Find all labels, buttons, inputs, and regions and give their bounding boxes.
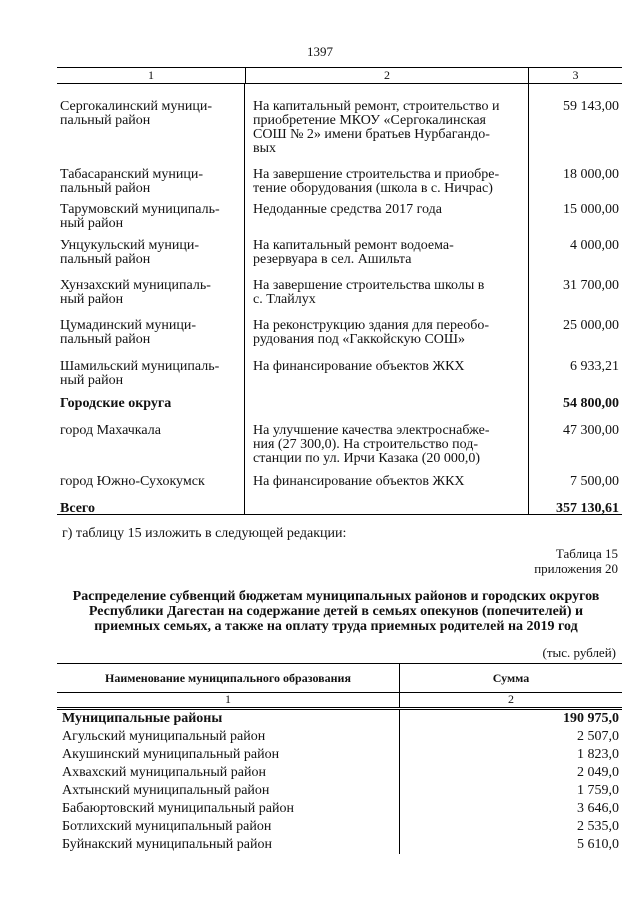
amount-value: 18 000,00 [563, 167, 619, 182]
municipality-name: Акушинский муниципальный район [62, 747, 280, 762]
table-row [57, 710, 622, 728]
municipality-name: Шамильский муниципаль- ный район [60, 359, 220, 388]
municipality-name: Агульский муниципальный район [62, 729, 266, 744]
municipality-name: город Южно-Сухокумск [60, 474, 205, 489]
column-number: 2 [245, 68, 529, 83]
column-number-row [57, 693, 622, 710]
table-caption-line: приложения 20 [534, 561, 618, 576]
amount-value: 357 130,61 [556, 501, 619, 516]
table-row [57, 475, 622, 489]
table-body [57, 710, 622, 854]
sum-value: 5 610,0 [577, 837, 619, 852]
units-label: (тыс. рублей) [542, 645, 616, 660]
amount-value: 25 000,00 [563, 318, 619, 333]
page-number: 1397 [307, 44, 333, 59]
amount-value: 47 300,00 [563, 423, 619, 438]
sum-value: 1 823,0 [577, 747, 619, 762]
table-row [57, 397, 622, 411]
table-row [57, 279, 622, 307]
purpose-text: На финансирование объектов ЖКХ [253, 359, 465, 374]
table-row [57, 502, 622, 516]
municipality-name: Тарумовский муниципаль- ный район [60, 202, 220, 231]
purpose-text: На капитальный ремонт водоема- резервуара в сел. Ашильта [253, 238, 454, 267]
column-number-row [57, 67, 622, 84]
subsidies-table-continued [57, 67, 622, 515]
table-row [57, 800, 622, 818]
table-row [57, 424, 622, 466]
column-number: 3 [572, 68, 579, 82]
table-row [57, 836, 622, 854]
header-sum: Сумма [492, 671, 530, 685]
header-name: Наименование муниципального образования [57, 664, 400, 692]
municipality-name: Всего [60, 501, 95, 516]
municipality-name: Табасаранский муници- пальный район [60, 167, 204, 196]
municipality-name: Цумадинский муници- пальный район [60, 318, 197, 347]
table-row [57, 239, 622, 267]
table-row [57, 100, 622, 156]
purpose-text: На финансирование объектов ЖКХ [253, 474, 465, 489]
table-caption-line: Таблица 15 [555, 546, 618, 561]
table-title: Распределение субвенций бюджетам муниципальных районов и городских округов Республики Дагестан на содержание детей в семьях опекунов (попечителей) и приемных семьях, а также на оплату труда приемных родителей на 2019 год [72, 589, 600, 634]
amount-value: 15 000,00 [563, 202, 619, 217]
purpose-text: На завершение строительства и приобре- тение оборудования (школа в с. Ничрас) [253, 167, 500, 196]
table-row [57, 746, 622, 764]
amount-value: 31 700,00 [563, 278, 619, 293]
table-row [57, 782, 622, 800]
amount-value: 6 933,21 [570, 359, 619, 374]
purpose-text: На завершение строительства школы в с. Тлайлух [253, 278, 485, 307]
municipality-name: Муниципальные районы [62, 711, 223, 726]
sum-value: 2 049,0 [577, 765, 619, 780]
amount-value: 7 500,00 [570, 474, 619, 489]
table-row [57, 168, 622, 196]
municipality-name: Бабаюртовский муниципальный район [62, 801, 294, 816]
purpose-text [245, 502, 529, 516]
municipality-name: Хунзахский муниципаль- ный район [60, 278, 211, 307]
municipality-name: Унцукульский муници- пальный район [60, 238, 200, 267]
sum-value: 1 759,0 [577, 783, 619, 798]
table-row [57, 818, 622, 836]
municipality-name: Ботлихский муниципальный район [62, 819, 272, 834]
table-row [57, 728, 622, 746]
amount-value: 4 000,00 [570, 238, 619, 253]
purpose-text: На реконструкцию здания для переобо- рудования под «Гаккойскую СОШ» [253, 318, 489, 347]
column-number: 1 [148, 68, 154, 82]
table-caption [534, 546, 618, 576]
sum-value: 2 535,0 [577, 819, 619, 834]
sum-value: 2 507,0 [577, 729, 619, 744]
column-number: 2 [508, 692, 514, 706]
municipality-name: город Махачкала [60, 423, 161, 438]
purpose-text: На улучшение качества электроснабже- ния (27 300,0). На строительство под- станции по ул. Ирчи Казака (20 000,0) [253, 423, 490, 466]
purpose-text: Недоданные средства 2017 года [253, 202, 442, 217]
column-number: 1 [57, 693, 400, 707]
amount-value: 54 800,00 [563, 396, 619, 411]
amount-value: 59 143,00 [563, 99, 619, 114]
table-row [57, 203, 622, 231]
purpose-text [245, 397, 529, 411]
purpose-text: На капитальный ремонт, строительство и приобретение МКОУ «Сергокалинская СОШ № 2» имени братьев Нурбагандо- вых [253, 99, 500, 156]
table-row [57, 319, 622, 347]
municipality-name: Ахвахский муниципальный район [62, 765, 266, 780]
table-header [57, 663, 622, 693]
municipality-name: Сергокалинский муници- пальный район [60, 99, 213, 128]
sum-value: 3 646,0 [577, 801, 619, 816]
table-body [57, 84, 622, 515]
municipality-name: Городские округа [60, 396, 172, 411]
subventions-table [57, 663, 622, 854]
table-row [57, 360, 622, 388]
sum-value: 190 975,0 [563, 711, 619, 726]
table-row [57, 764, 622, 782]
municipality-name: Ахтынский муниципальный район [62, 783, 270, 798]
instruction-text: г) таблицу 15 изложить в следующей редакции: [62, 526, 347, 541]
municipality-name: Буйнакский муниципальный район [62, 837, 272, 852]
